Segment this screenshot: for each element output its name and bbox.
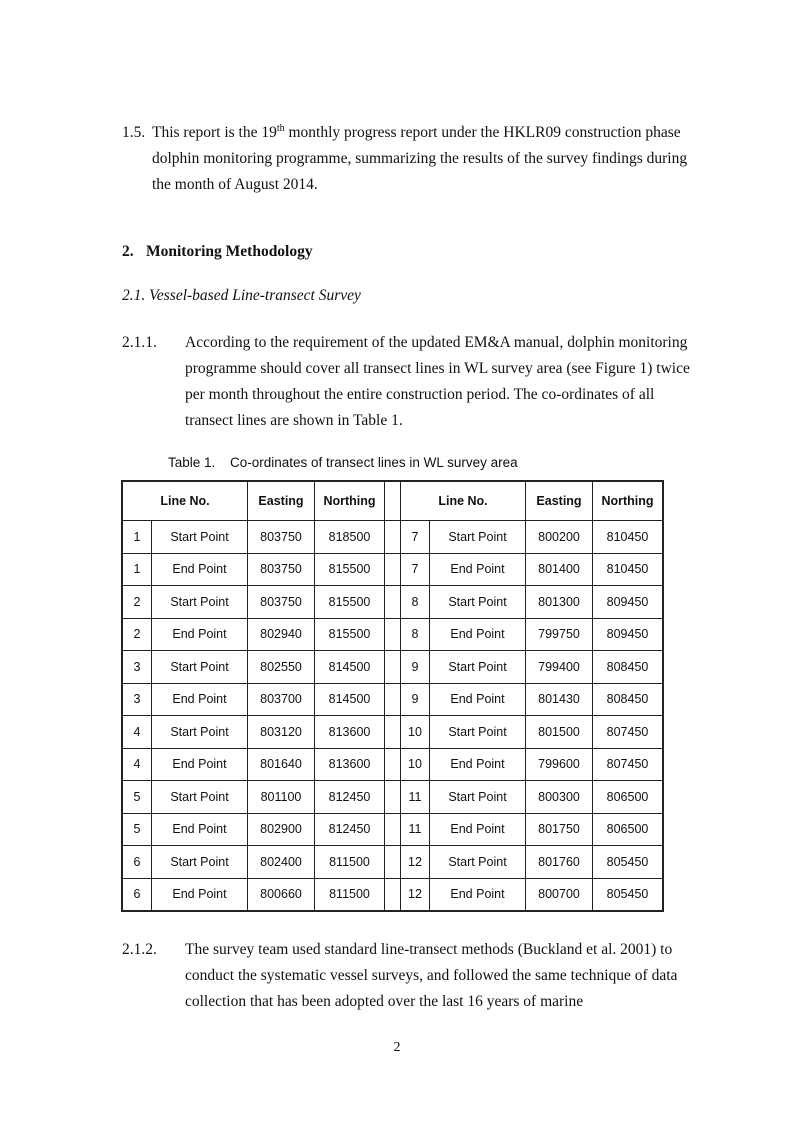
table-gap-cell <box>385 716 401 749</box>
table-gap-cell <box>385 781 401 814</box>
table-gap-cell <box>385 748 401 781</box>
easting-cell: 803750 <box>248 521 315 554</box>
header-northing: Northing <box>315 481 385 521</box>
paragraph-number: 2.1.2. <box>122 941 157 958</box>
line-number-cell: 4 <box>122 748 152 781</box>
line-number-cell: 6 <box>122 846 152 879</box>
point-type-cell: End Point <box>152 878 248 911</box>
northing-cell: 810450 <box>593 521 664 554</box>
paragraph-2-1-2 <box>122 937 692 1015</box>
paragraph-text: The survey team used standard line-transect methods (Buckland et al. 2001) to conduct the systematic vessel surveys, and followed the same technique of data collection that has been adopted over the last 16 years of marine <box>185 941 678 1010</box>
point-type-cell: Start Point <box>430 716 526 749</box>
point-type-cell: End Point <box>430 878 526 911</box>
line-number-cell: 5 <box>122 813 152 846</box>
table-gap-cell <box>385 481 401 521</box>
northing-cell: 805450 <box>593 846 664 879</box>
easting-cell: 801100 <box>248 781 315 814</box>
header-easting: Easting <box>526 481 593 521</box>
table-gap-cell <box>385 586 401 619</box>
easting-cell: 801750 <box>526 813 593 846</box>
paragraph-text-part: monthly progress report under the HKLR09 construction phase dolphin monitoring programme, summarizing the results of the survey findings during the month of August 2014. <box>152 124 688 193</box>
point-type-cell: Start Point <box>152 521 248 554</box>
line-number-cell: 2 <box>122 618 152 651</box>
table-row <box>122 846 663 879</box>
point-type-cell: Start Point <box>430 521 526 554</box>
point-type-cell: Start Point <box>152 846 248 879</box>
northing-cell: 811500 <box>315 878 385 911</box>
table-gap-cell <box>385 618 401 651</box>
table-row <box>122 618 663 651</box>
northing-cell: 806500 <box>593 813 664 846</box>
easting-cell: 803120 <box>248 716 315 749</box>
table-row <box>122 586 663 619</box>
line-number-cell: 11 <box>401 813 430 846</box>
section-number: 2. <box>122 243 134 260</box>
line-number-cell: 6 <box>122 878 152 911</box>
easting-cell: 801300 <box>526 586 593 619</box>
northing-cell: 815500 <box>315 553 385 586</box>
table-row <box>122 813 663 846</box>
line-number-cell: 7 <box>401 553 430 586</box>
line-number-cell: 9 <box>401 651 430 684</box>
line-number-cell: 9 <box>401 683 430 716</box>
paragraph-text-part: This report is the 19 <box>152 124 277 141</box>
table-gap-cell <box>385 813 401 846</box>
line-number-cell: 10 <box>401 748 430 781</box>
northing-cell: 809450 <box>593 618 664 651</box>
northing-cell: 818500 <box>315 521 385 554</box>
northing-cell: 815500 <box>315 586 385 619</box>
paragraph-2-1-1 <box>122 330 692 434</box>
northing-cell: 809450 <box>593 586 664 619</box>
northing-cell: 814500 <box>315 651 385 684</box>
line-number-cell: 12 <box>401 846 430 879</box>
northing-cell: 812450 <box>315 813 385 846</box>
table-gap-cell <box>385 553 401 586</box>
northing-cell: 805450 <box>593 878 664 911</box>
header-easting: Easting <box>248 481 315 521</box>
table-gap-cell <box>385 683 401 716</box>
point-type-cell: End Point <box>152 553 248 586</box>
easting-cell: 803750 <box>248 586 315 619</box>
line-number-cell: 8 <box>401 618 430 651</box>
easting-cell: 800200 <box>526 521 593 554</box>
easting-cell: 802400 <box>248 846 315 879</box>
point-type-cell: End Point <box>152 748 248 781</box>
easting-cell: 803700 <box>248 683 315 716</box>
easting-cell: 800660 <box>248 878 315 911</box>
easting-cell: 801400 <box>526 553 593 586</box>
ordinal-superscript: th <box>276 122 285 134</box>
paragraph-text <box>152 120 702 198</box>
easting-cell: 803750 <box>248 553 315 586</box>
line-number-cell: 12 <box>401 878 430 911</box>
table-row <box>122 651 663 684</box>
point-type-cell: End Point <box>430 748 526 781</box>
northing-cell: 811500 <box>315 846 385 879</box>
northing-cell: 812450 <box>315 781 385 814</box>
point-type-cell: End Point <box>430 553 526 586</box>
point-type-cell: End Point <box>152 618 248 651</box>
point-type-cell: End Point <box>152 683 248 716</box>
northing-cell: 807450 <box>593 748 664 781</box>
northing-cell: 814500 <box>315 683 385 716</box>
line-number-cell: 2 <box>122 586 152 619</box>
point-type-cell: End Point <box>430 618 526 651</box>
northing-cell: 815500 <box>315 618 385 651</box>
table-caption-text: Co-ordinates of transect lines in WL survey area <box>230 455 518 470</box>
table-gap-cell <box>385 651 401 684</box>
header-line-no: Line No. <box>122 481 248 521</box>
point-type-cell: Start Point <box>152 781 248 814</box>
table-row <box>122 781 663 814</box>
line-number-cell: 3 <box>122 651 152 684</box>
point-type-cell: Start Point <box>152 716 248 749</box>
table-caption <box>168 455 518 470</box>
section-title: Monitoring Methodology <box>146 243 313 260</box>
line-number-cell: 1 <box>122 521 152 554</box>
line-number-cell: 5 <box>122 781 152 814</box>
easting-cell: 802550 <box>248 651 315 684</box>
paragraph-text: According to the requirement of the updated EM&A manual, dolphin monitoring programme should cover all transect lines in WL survey area (see Figure 1) twice per month throughout the entire construction period. The co-ordinates of all transect lines are shown in Table 1. <box>185 334 690 429</box>
easting-cell: 801640 <box>248 748 315 781</box>
northing-cell: 813600 <box>315 716 385 749</box>
easting-cell: 799750 <box>526 618 593 651</box>
point-type-cell: Start Point <box>430 651 526 684</box>
table-row <box>122 683 663 716</box>
northing-cell: 807450 <box>593 716 664 749</box>
easting-cell: 800700 <box>526 878 593 911</box>
line-number-cell: 3 <box>122 683 152 716</box>
line-number-cell: 7 <box>401 521 430 554</box>
point-type-cell: Start Point <box>152 586 248 619</box>
point-type-cell: Start Point <box>152 651 248 684</box>
table-gap-cell <box>385 521 401 554</box>
table-row <box>122 716 663 749</box>
easting-cell: 799600 <box>526 748 593 781</box>
northing-cell: 810450 <box>593 553 664 586</box>
easting-cell: 799400 <box>526 651 593 684</box>
easting-cell: 801760 <box>526 846 593 879</box>
header-line-no: Line No. <box>401 481 526 521</box>
point-type-cell: Start Point <box>430 781 526 814</box>
point-type-cell: End Point <box>430 683 526 716</box>
line-number-cell: 11 <box>401 781 430 814</box>
easting-cell: 802940 <box>248 618 315 651</box>
table-row <box>122 521 663 554</box>
table-gap-cell <box>385 846 401 879</box>
northing-cell: 808450 <box>593 683 664 716</box>
paragraph-1-5 <box>122 120 702 198</box>
northing-cell: 806500 <box>593 781 664 814</box>
transect-coordinates-table <box>121 480 664 912</box>
section-heading <box>122 243 313 261</box>
easting-cell: 802900 <box>248 813 315 846</box>
easting-cell: 800300 <box>526 781 593 814</box>
paragraph-number: 2.1.1. <box>122 334 157 351</box>
table-gap-cell <box>385 878 401 911</box>
table-row <box>122 748 663 781</box>
easting-cell: 801500 <box>526 716 593 749</box>
paragraph-number: 1.5. <box>122 124 146 141</box>
northing-cell: 813600 <box>315 748 385 781</box>
table-caption-label: Table 1. <box>168 455 216 470</box>
table-row <box>122 553 663 586</box>
line-number-cell: 10 <box>401 716 430 749</box>
point-type-cell: Start Point <box>430 586 526 619</box>
table-header-row <box>122 481 663 521</box>
header-northing: Northing <box>593 481 664 521</box>
page-number: 2 <box>393 1040 401 1055</box>
point-type-cell: End Point <box>430 813 526 846</box>
table-row <box>122 878 663 911</box>
easting-cell: 801430 <box>526 683 593 716</box>
northing-cell: 808450 <box>593 651 664 684</box>
line-number-cell: 8 <box>401 586 430 619</box>
point-type-cell: End Point <box>152 813 248 846</box>
point-type-cell: Start Point <box>430 846 526 879</box>
line-number-cell: 1 <box>122 553 152 586</box>
line-number-cell: 4 <box>122 716 152 749</box>
subsection-heading: 2.1. Vessel-based Line-transect Survey <box>122 287 361 304</box>
